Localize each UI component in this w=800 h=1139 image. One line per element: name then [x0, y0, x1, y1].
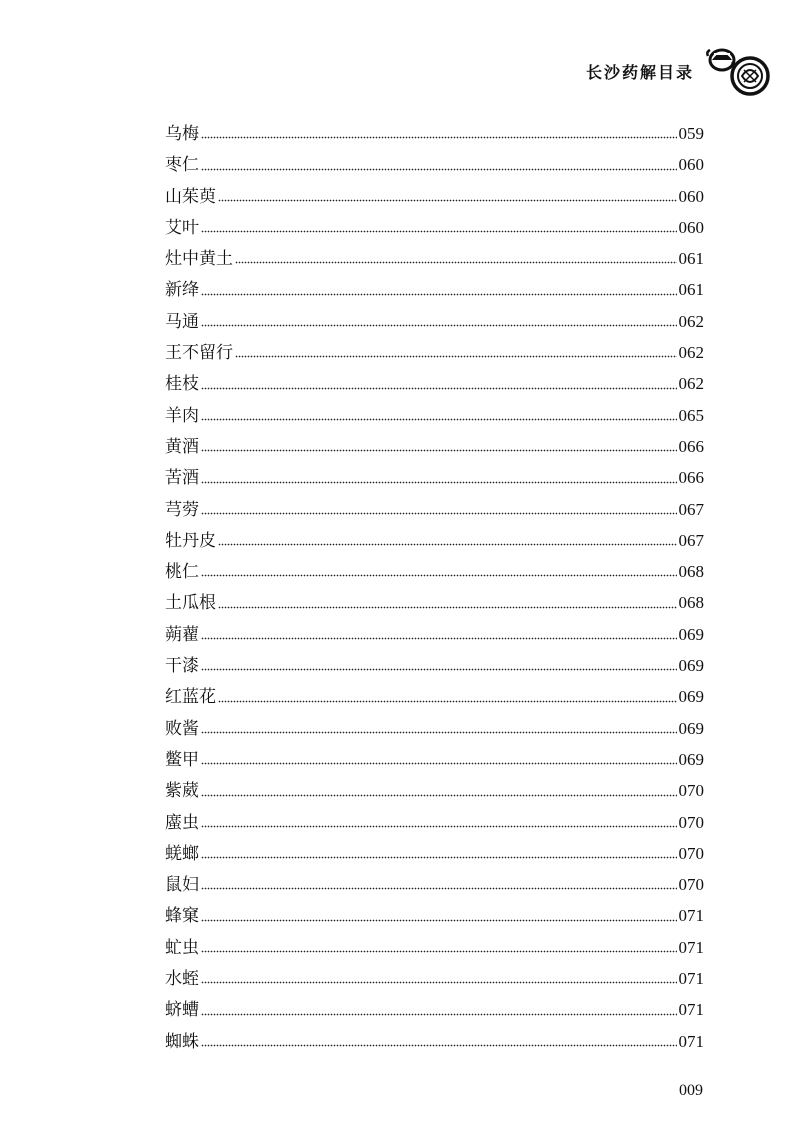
toc-entry[interactable] — [165, 306, 704, 337]
toc-entry-page: 066 — [678, 436, 704, 456]
toc-entry-title: 羊肉 — [165, 405, 199, 426]
toc-entry-title: 蜂窠 — [165, 906, 199, 927]
toc-leader-dots — [201, 943, 677, 953]
toc-entry-page: 062 — [678, 374, 704, 394]
toc-entry-page: 060 — [678, 217, 704, 237]
toc-entry[interactable] — [165, 619, 704, 650]
toc-entry-title: 桂枝 — [165, 374, 199, 395]
toc-entry-page: 060 — [678, 155, 704, 175]
toc-entry-page: 067 — [678, 530, 704, 550]
toc-leader-dots — [201, 380, 677, 390]
toc-entry-title: 干漆 — [165, 656, 199, 677]
toc-entry-title: 苦酒 — [165, 468, 199, 489]
toc-leader-dots — [201, 567, 677, 577]
toc-entry[interactable] — [165, 744, 704, 775]
toc-entry[interactable] — [165, 681, 704, 712]
toc-entry-page: 066 — [678, 468, 704, 488]
toc-entry[interactable] — [165, 1026, 704, 1057]
toc-entry-title: 马通 — [165, 311, 199, 332]
toc-entry-page: 071 — [678, 1000, 704, 1020]
toc-entry-title: 土瓜根 — [165, 593, 216, 614]
toc-entry[interactable] — [165, 118, 704, 149]
toc-entry-page: 062 — [678, 311, 704, 331]
toc-entry-page: 065 — [678, 405, 704, 425]
table-of-contents — [165, 118, 704, 1057]
toc-entry-page: 069 — [678, 687, 704, 707]
toc-entry-title: 枣仁 — [165, 155, 199, 176]
toc-leader-dots — [201, 974, 677, 984]
toc-entry-page: 060 — [678, 186, 704, 206]
toc-leader-dots — [201, 223, 677, 233]
toc-entry-title: 桃仁 — [165, 562, 199, 583]
toc-entry-title: 虻虫 — [165, 937, 199, 958]
toc-entry-page: 068 — [678, 593, 704, 613]
toc-entry[interactable] — [165, 400, 704, 431]
toc-entry[interactable] — [165, 963, 704, 994]
toc-entry[interactable] — [165, 587, 704, 618]
toc-entry-page: 067 — [678, 499, 704, 519]
toc-leader-dots — [201, 411, 677, 421]
toc-entry-title: 牡丹皮 — [165, 530, 216, 551]
toc-leader-dots — [201, 161, 677, 171]
toc-leader-dots — [235, 254, 677, 264]
toc-entry[interactable] — [165, 494, 704, 525]
toc-entry[interactable] — [165, 525, 704, 556]
toc-leader-dots — [201, 286, 677, 296]
toc-leader-dots — [201, 880, 677, 890]
toc-entry[interactable] — [165, 462, 704, 493]
toc-leader-dots — [218, 599, 677, 609]
toc-entry-title: 蜘蛛 — [165, 1031, 199, 1052]
toc-entry-title: 鳖甲 — [165, 749, 199, 770]
toc-entry-title: 芎䓖 — [165, 499, 199, 520]
toc-leader-dots — [201, 505, 677, 515]
toc-entry[interactable] — [165, 650, 704, 681]
toc-entry[interactable] — [165, 181, 704, 212]
toc-entry[interactable] — [165, 212, 704, 243]
toc-entry-title: 艾叶 — [165, 217, 199, 238]
toc-leader-dots — [201, 724, 677, 734]
toc-entry[interactable] — [165, 900, 704, 931]
toc-entry[interactable] — [165, 932, 704, 963]
toc-entry-title: 蛴螬 — [165, 1000, 199, 1021]
toc-entry-page: 069 — [678, 749, 704, 769]
toc-entry[interactable] — [165, 556, 704, 587]
toc-entry-title: 王不留行 — [165, 343, 233, 364]
toc-entry-title: 水蛭 — [165, 969, 199, 990]
toc-entry-title: 蜣螂 — [165, 843, 199, 864]
toc-leader-dots — [201, 317, 677, 327]
toc-leader-dots — [235, 348, 677, 358]
toc-entry-title: 鼠妇 — [165, 875, 199, 896]
toc-entry-page: 070 — [678, 843, 704, 863]
toc-entry-page: 070 — [678, 781, 704, 801]
toc-leader-dots — [201, 818, 677, 828]
toc-entry-page: 068 — [678, 562, 704, 582]
toc-entry[interactable] — [165, 243, 704, 274]
toc-entry-title: 山茱萸 — [165, 186, 216, 207]
toc-entry-page: 061 — [678, 249, 704, 269]
toc-entry-title: 黄酒 — [165, 436, 199, 457]
toc-entry-title: 紫葳 — [165, 781, 199, 802]
toc-leader-dots — [218, 536, 677, 546]
toc-entry-page: 070 — [678, 812, 704, 832]
toc-leader-dots — [218, 693, 677, 703]
toc-entry-page: 059 — [678, 124, 704, 143]
toc-entry-page: 071 — [678, 906, 704, 926]
toc-leader-dots — [201, 1006, 677, 1016]
toc-leader-dots — [201, 912, 677, 922]
gourd-icon — [706, 40, 770, 98]
toc-entry-title: 䗪虫 — [165, 812, 199, 833]
toc-entry[interactable] — [165, 368, 704, 399]
toc-entry-page: 071 — [678, 937, 704, 957]
toc-entry-title: 败酱 — [165, 718, 199, 739]
toc-leader-dots — [201, 474, 677, 484]
toc-entry-title: 蒴藋 — [165, 624, 199, 645]
toc-leader-dots — [201, 129, 677, 139]
toc-entry[interactable] — [165, 713, 704, 744]
toc-entry-title: 灶中黄土 — [165, 249, 233, 270]
toc-leader-dots — [218, 192, 677, 202]
toc-entry[interactable] — [165, 274, 704, 305]
toc-entry-page: 061 — [678, 280, 704, 300]
running-header — [0, 40, 800, 104]
toc-entry[interactable] — [165, 337, 704, 368]
toc-entry[interactable] — [165, 807, 704, 838]
toc-entry-title: 新绛 — [165, 280, 199, 301]
toc-entry-title: 红蓝花 — [165, 687, 216, 708]
toc-entry-title: 乌梅 — [165, 124, 199, 144]
toc-entry-page: 069 — [678, 624, 704, 644]
page-number: 009 — [679, 1082, 703, 1099]
toc-entry-page: 071 — [678, 969, 704, 989]
toc-entry[interactable] — [165, 149, 704, 180]
toc-entry[interactable] — [165, 775, 704, 806]
toc-entry[interactable] — [165, 838, 704, 869]
toc-leader-dots — [201, 755, 677, 765]
toc-leader-dots — [201, 787, 677, 797]
toc-leader-dots — [201, 1037, 677, 1047]
toc-entry[interactable] — [165, 994, 704, 1025]
toc-leader-dots — [201, 661, 677, 671]
toc-entry-page: 070 — [678, 875, 704, 895]
toc-entry-page: 069 — [678, 718, 704, 738]
toc-entry-page: 069 — [678, 656, 704, 676]
toc-entry-page: 062 — [678, 343, 704, 363]
toc-entry[interactable] — [165, 431, 704, 462]
toc-leader-dots — [201, 442, 677, 452]
toc-entry[interactable] — [165, 869, 704, 900]
running-header-title: 长沙药解目录 — [585, 63, 694, 82]
toc-leader-dots — [201, 849, 677, 859]
toc-entry-page: 071 — [678, 1031, 704, 1051]
toc-leader-dots — [201, 630, 677, 640]
